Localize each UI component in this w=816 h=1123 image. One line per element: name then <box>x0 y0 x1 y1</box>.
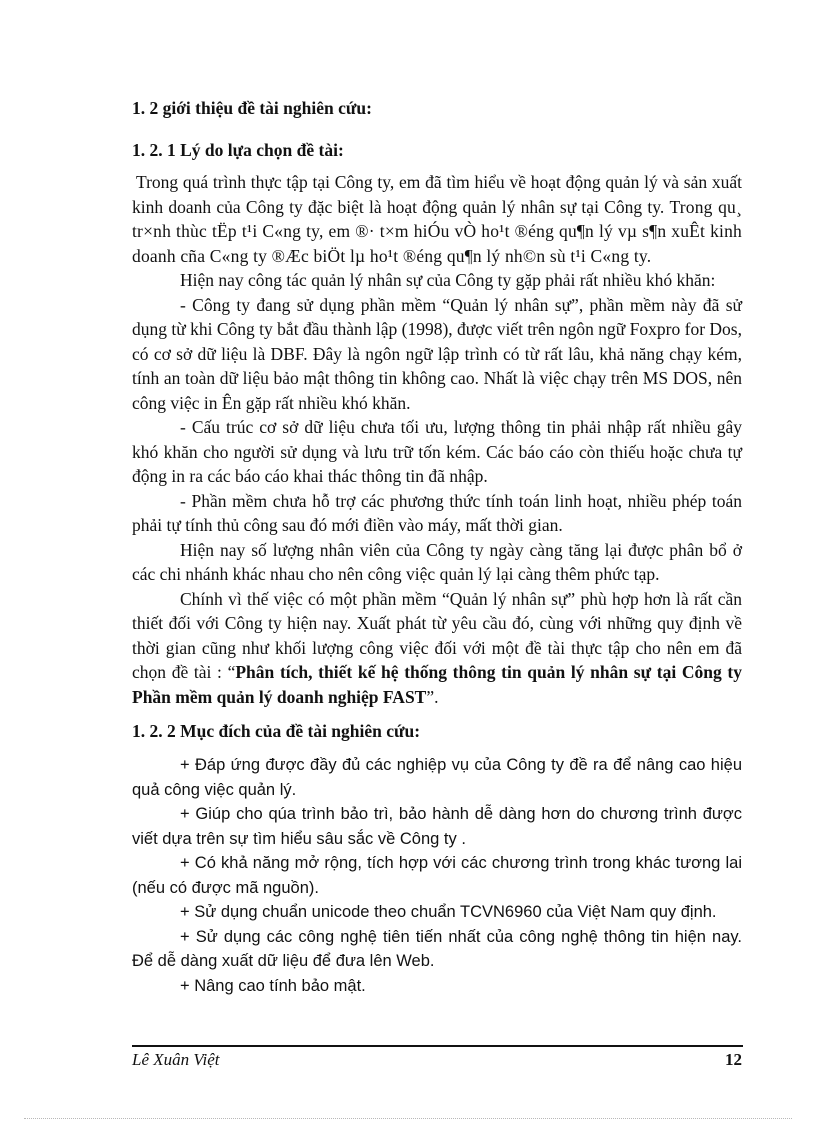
paragraph-conclusion <box>132 587 742 710</box>
paragraph-staff: Hiện nay số lượng nhân viên của Công ty ngày càng tăng lại được phân bổ ở các chi nhánh khác nhau cho nên công việc quản lý lại càng thêm phức tạp. <box>132 539 742 584</box>
footer-rule <box>132 1045 743 1047</box>
conclusion-end: ”. <box>426 686 439 707</box>
purpose-item: + Đáp ứng được đầy đủ các nghiệp vụ của Công ty đề ra để nâng cao hiệu quả công việc quản lý. <box>132 756 742 799</box>
conclusion-text: Chính vì thế việc có một phần mềm “Quản lý nhân sự” phù hợp hơn là rất cần thiết đối với Công ty hiện nay. Xuất phát từ yêu cầu đó, cùng với những quy định về thời gian cũng như khối lượng công việc đối với một đề tài thực tập cho nên em đã chọn đề tài : “ <box>132 588 742 682</box>
footer-author: Lê Xuân Việt <box>132 1050 220 1069</box>
reason-intro-garbled: Trong qu¸ tr×nh thùc tËp t¹i C«ng ty, em ®· t×m hiÓu vÒ ho¹t ®éng qu¶n lý vµ s¶n xuÊt kinh doanh cña C«ng ty ®Æc biÖt lµ ho¹t ®éng qu¶n lý nh©n sù t¹i C«ng ty. <box>132 196 743 266</box>
section-heading: 1. 2 giới thiệu đề tài nghiên cứu: <box>132 98 372 118</box>
purpose-item: + Giúp cho qúa trình bảo trì, bảo hành dễ dàng hơn do chương trình được viết dựa trên sự tìm hiểu sâu sắc về Công ty . <box>132 805 742 848</box>
thesis-title: Phân tích, thiết kế hệ thống thông tin quản lý nhân sự tại Công ty Phần mềm quản lý doanh nghiệp FAST <box>132 662 742 707</box>
purpose-item: + Nâng cao tính bảo mật. <box>180 976 366 995</box>
page-number: 12 <box>725 1050 742 1069</box>
page-edge-divider <box>24 1118 792 1119</box>
subsection-heading-purpose: 1. 2. 2 Mục đích của đề tài nghiên cứu: <box>132 721 421 741</box>
purpose-list <box>132 753 742 998</box>
paragraph-database: - Cấu trúc cơ sở dữ liệu chưa tối ưu, lượng thông tin phải nhập rất nhiều gây khó khăn cho người sử dụng và lưu trữ tốn kém. Các báo cáo còn thiếu hoặc chưa tự động in ra các báo cáo khai thác thông tin đã nhập. <box>132 417 742 486</box>
paragraph-software: - Công ty đang sử dụng phần mềm “Quản lý nhân sự”, phần mềm này đã sử dụng từ khi Công ty bắt đầu thành lập (1998), được viết trên ngôn ngữ Foxpro for Dos, có cơ sở dữ liệu là DBF. Đây là ngôn ngữ lập trình có từ rất lâu, khả năng chạy kém, tính an toàn dữ liệu bảo mật thông tin không cao. Nhất là việc chạy trên MS DOS, nên công việc in Ên gặp rất nhiều khó khăn. <box>132 294 742 413</box>
page-content <box>132 96 742 998</box>
purpose-item: + Sử dụng các công nghệ tiên tiến nhất của công nghệ thông tin hiện nay. Để dễ dàng xuất dữ liệu để đưa lên Web. <box>132 927 742 970</box>
paragraph-difficulty: Hiện nay công tác quản lý nhân sự của Công ty gặp phải rất nhiều khó khăn: <box>180 270 716 290</box>
subsection-heading-reason: 1. 2. 1 Lý do lựa chọn đề tài: <box>132 140 344 160</box>
purpose-item: + Có khả năng mở rộng, tích hợp với các chương trình trong khác tương lai (nếu có được mã nguồn). <box>132 854 742 897</box>
purpose-item: + Sử dụng chuẩn unicode theo chuẩn TCVN6960 của Việt Nam quy định. <box>180 903 717 921</box>
reason-intro-paragraph <box>132 170 742 268</box>
paragraph-calculation: - Phần mềm chưa hỗ trợ các phương thức tính toán linh hoạt, nhiều phép toán phải tự tính thủ công sau đó mới điền vào máy, mất thời gian. <box>132 490 742 535</box>
reason-intro-readable: Trong quá trình thực tập tại Công ty, em đã tìm hiểu về hoạt động quản lý và sản xuất kinh doanh của Công ty đặc biệt là hoạt động quản lý nhân sự tại Công ty. <box>132 172 742 217</box>
